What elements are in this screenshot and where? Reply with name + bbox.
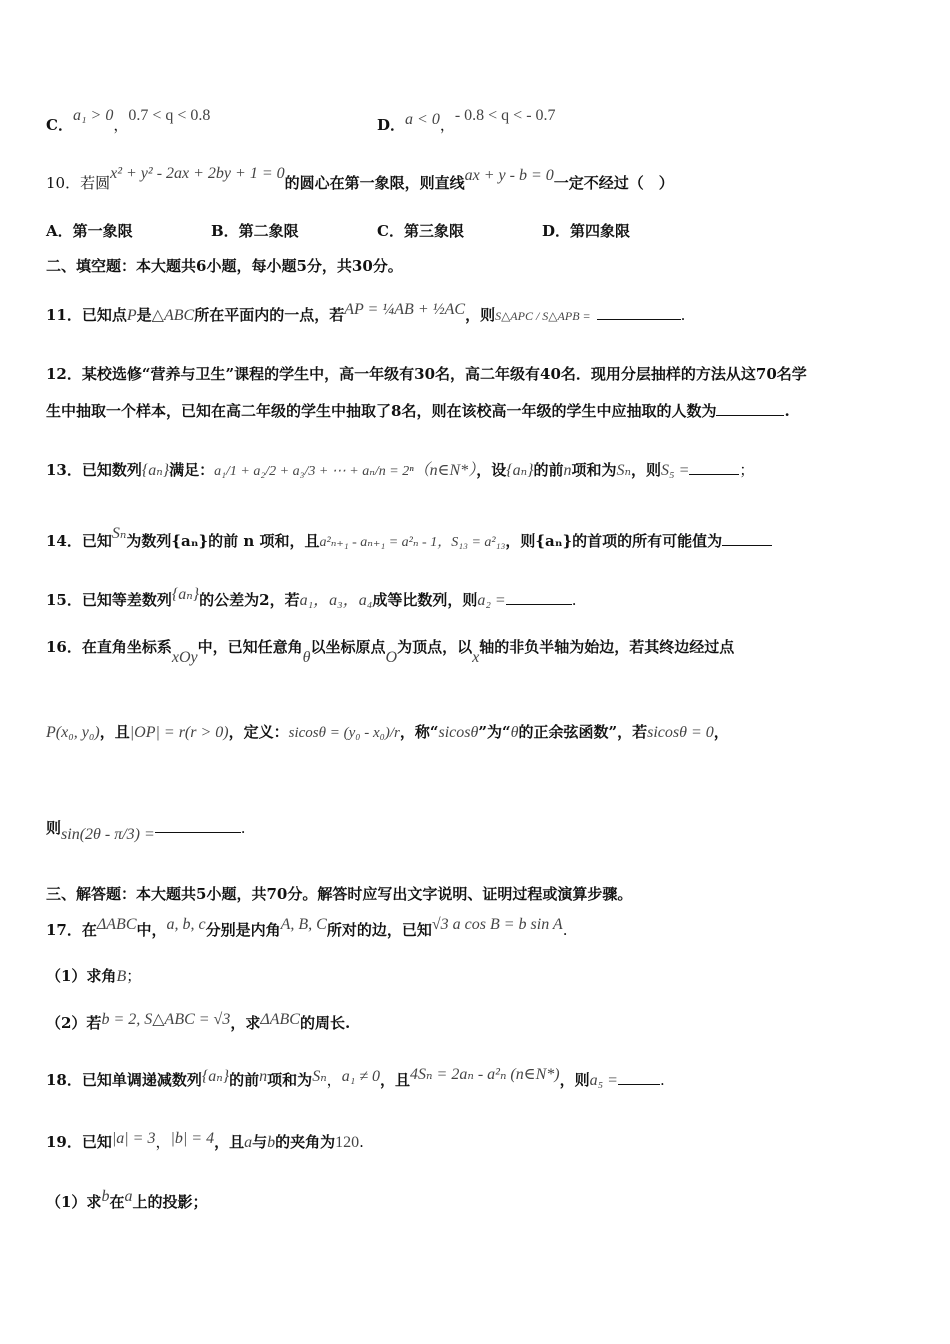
question-text: ，则{aₙ}的首项的所有可能值为 — [505, 532, 723, 550]
question-text: 14．已知 — [46, 532, 112, 550]
math-expr: A, B, C — [280, 916, 327, 933]
q9-option-d: D．a < 0，- 0.8 < q < - 0.7 — [377, 107, 556, 134]
question-text: . — [359, 1133, 364, 1151]
question-10 — [46, 165, 910, 194]
question-text: 生中抽取一个样本，已知在高二年级的学生中抽取了8名，则在该校高一年级的学生中应抽取的人数为 — [46, 402, 717, 420]
math-expr: a < 0 — [405, 111, 440, 128]
question-text: 的正余弦函数”，若 — [518, 723, 648, 741]
math-expr: ΔABC — [260, 1011, 300, 1028]
math-expr: a — [124, 1188, 133, 1205]
question-text: 15．已知等差数列 — [46, 591, 172, 609]
question-text: 为顶点，以 — [397, 638, 473, 656]
math-expr: θ — [510, 724, 519, 741]
math-expr: a₁，a₃，a₄ — [299, 592, 373, 609]
question-16-line-1 — [46, 637, 910, 666]
q10-option-a: A．第一象限 — [46, 222, 133, 240]
question-text: 19．已知 — [46, 1133, 112, 1151]
question-16-line-3 — [46, 818, 910, 843]
question-text: ， — [713, 723, 729, 741]
question-text: 的周长. — [299, 1014, 351, 1032]
math-expr: |b| = 4 — [170, 1130, 215, 1147]
question-text: ，设 — [476, 461, 507, 479]
question-text: ， — [326, 1071, 342, 1089]
question-14 — [46, 525, 910, 553]
math-expr: b — [101, 1188, 110, 1205]
question-text: 轴的非负半轴为始边，若其终边经过点 — [479, 638, 735, 656]
math-expr: a — [244, 1134, 253, 1151]
section-heading: 二、填空题：本大题共6小题，每小题5分，共30分。 — [46, 257, 403, 275]
question-text: 在 — [109, 1193, 125, 1211]
question-text: 分别是内角 — [205, 921, 281, 939]
math-expr: a₅ = — [589, 1072, 618, 1089]
question-text: 11．已知点 — [46, 306, 127, 324]
option-label: D． — [377, 116, 406, 134]
math-expr: θ — [302, 649, 311, 666]
question-text: 项和为 — [267, 1071, 313, 1089]
math-expr: {aₙ} — [201, 1068, 230, 1085]
question-text: 的公差为2，若 — [199, 591, 300, 609]
question-12-line-2 — [46, 401, 910, 421]
question-text: 10．若圆 — [46, 174, 111, 192]
question-17-part-2 — [46, 1013, 910, 1034]
math-expr: a₁/1 + a₂/2 + a₃/3 + ⋯ + aₙ/n = 2ⁿ — [214, 464, 414, 479]
question-text: 的夹角为 — [275, 1133, 336, 1151]
math-expr: sicosθ — [438, 724, 479, 741]
question-text: ，称“ — [399, 723, 439, 741]
question-text: ，则 — [559, 1071, 590, 1089]
math-expr: b — [267, 1134, 276, 1151]
question-text: ，定义： — [228, 723, 289, 741]
question-text: 所在平面内的一点，若 — [194, 306, 345, 324]
math-expr: {aₙ} — [506, 462, 534, 479]
question-text: 所对的边，已知 — [326, 921, 432, 939]
question-text: ，则 — [465, 306, 496, 324]
answer-blank[interactable] — [722, 545, 772, 546]
question-text: 则 — [46, 819, 62, 837]
answer-blank[interactable] — [155, 832, 241, 833]
question-text: 16．在直角坐标系 — [46, 638, 172, 656]
math-expr: a₁ ≠ 0 — [341, 1068, 381, 1085]
q9-option-c: C．a₁ > 0，0.7 < q < 0.8 — [46, 107, 211, 134]
answer-blank[interactable] — [618, 1084, 660, 1085]
math-expr: {aₙ} — [141, 462, 170, 479]
question-text: 17．在 — [46, 921, 97, 939]
question-text: ； — [739, 461, 755, 479]
math-expr: {aₙ} — [171, 586, 200, 603]
math-expr: P — [126, 307, 137, 324]
question-text: . — [571, 591, 577, 609]
answer-blank[interactable] — [506, 604, 572, 605]
question-19 — [46, 1132, 910, 1153]
question-text: 为数列{aₙ}的前 n 项和，且 — [126, 532, 320, 550]
question-text: （1）求角 — [46, 967, 117, 985]
math-expr: B — [116, 968, 127, 985]
question-text: （1）求 — [46, 1193, 102, 1211]
question-text: ，且 — [99, 723, 130, 741]
question-text: . — [562, 921, 568, 939]
math-expr: |a| = 3 — [111, 1130, 156, 1147]
q10-option-d: D．第四象限 — [542, 222, 631, 240]
question-text: . — [240, 819, 246, 837]
math-expr: xOy — [171, 649, 198, 666]
question-text: 18．已知单调递减数列 — [46, 1071, 202, 1089]
math-expr: a₁ > 0 — [72, 107, 114, 124]
question-17-part-1 — [46, 966, 910, 987]
math-expr: sicosθ = 0 — [647, 724, 714, 741]
question-text: 上的投影； — [132, 1193, 208, 1211]
math-expr: AP = ¼AB + ½AC — [344, 301, 466, 318]
math-expr: P(x₀, y₀) — [46, 724, 100, 741]
q10-option-b: B．第二象限 — [211, 222, 299, 240]
answer-blank[interactable] — [716, 415, 784, 416]
question-text: 满足： — [169, 461, 215, 479]
answer-blank[interactable] — [597, 319, 681, 320]
question-text: 的前 — [533, 461, 564, 479]
answer-blank[interactable] — [689, 474, 739, 475]
question-text: ； — [126, 967, 142, 985]
question-text: 的圆心在第一象限，则直线 — [284, 174, 465, 192]
math-expr: a, b, c — [166, 916, 206, 933]
math-expr: - 0.8 < q < - 0.7 — [454, 107, 556, 124]
q10-option-c: C．第三象限 — [377, 222, 464, 240]
question-text: 成等比数列，则 — [372, 591, 478, 609]
math-expr: sin(2θ - π/3) = — [61, 826, 155, 843]
math-expr: a²ₙ₊₁ - aₙ₊₁ = a²ₙ - 1，S₁₃ = a²₁₃ — [319, 535, 506, 550]
question-text: ”为“ — [478, 723, 511, 741]
question-11 — [46, 301, 910, 326]
math-expr: |OP| = r(r > 0) — [129, 724, 229, 741]
question-text: ，且 — [380, 1071, 411, 1089]
question-18 — [46, 1066, 910, 1091]
question-text: . — [784, 402, 790, 420]
question-17 — [46, 916, 910, 941]
math-expr: △ABC — [151, 307, 195, 324]
math-expr: a₂ = — [477, 592, 506, 609]
math-expr: S△APC / S△APB = — [495, 309, 591, 323]
math-expr: sicosθ = (y₀ - x₀)/r — [288, 725, 400, 741]
question-text: 中，已知任意角 — [197, 638, 303, 656]
question-19-part-1 — [46, 1188, 910, 1213]
math-expr: n — [563, 462, 572, 479]
question-16-line-2 — [46, 722, 910, 743]
question-text: . — [659, 1071, 665, 1089]
question-text: 是 — [136, 306, 152, 324]
question-text: （2）若 — [46, 1014, 102, 1032]
question-text: 13．已知数列 — [46, 461, 142, 479]
math-expr: Sₙ — [312, 1068, 327, 1085]
question-text: . — [680, 306, 686, 324]
question-text: 与 — [252, 1133, 268, 1151]
math-expr: ΔABC — [96, 916, 137, 933]
math-expr: 0.7 < q < 0.8 — [128, 107, 211, 124]
question-text: 中， — [136, 921, 167, 939]
math-expr: O — [385, 649, 398, 666]
question-text: ，且 — [214, 1133, 245, 1151]
question-text: 的前 — [229, 1071, 260, 1089]
question-text: 一定不经过（ ） — [553, 174, 674, 192]
math-expr: ax + y - b = 0 — [464, 167, 554, 184]
question-13 — [46, 460, 910, 482]
option-label: C． — [46, 116, 73, 134]
math-expr: S₅ = — [661, 462, 690, 479]
question-text: ，则 — [631, 461, 662, 479]
math-expr: x — [472, 649, 480, 666]
math-expr: x² + y² - 2ax + 2by + 1 = 0 — [110, 165, 285, 182]
math-expr: n — [259, 1068, 268, 1085]
math-expr: 120 — [335, 1134, 360, 1151]
math-expr: Sₙ — [111, 525, 127, 542]
math-expr: 4Sₙ = 2aₙ - a²ₙ (n∈N*) — [410, 1066, 560, 1083]
question-text: 以坐标原点 — [310, 638, 386, 656]
section-heading: 三、解答题：本大题共5小题，共70分。解答时应写出文字说明、证明过程或演算步骤。 — [46, 885, 633, 903]
math-expr: Sₙ — [616, 462, 631, 479]
math-expr: √3 a cos B = b sin A — [431, 916, 563, 933]
math-expr: （n∈N*） — [413, 462, 477, 479]
question-text: ，求 — [230, 1014, 261, 1032]
question-12-line-1: 12．某校选修“营养与卫生”课程的学生中，高一年级有30名，高二年级有40名．现用分层抽样的方法从这70名学 — [46, 365, 807, 383]
question-text: 项和为 — [571, 461, 617, 479]
question-15 — [46, 586, 910, 611]
math-expr: b = 2, S△ABC = √3 — [101, 1011, 231, 1028]
question-text: ， — [155, 1133, 171, 1151]
